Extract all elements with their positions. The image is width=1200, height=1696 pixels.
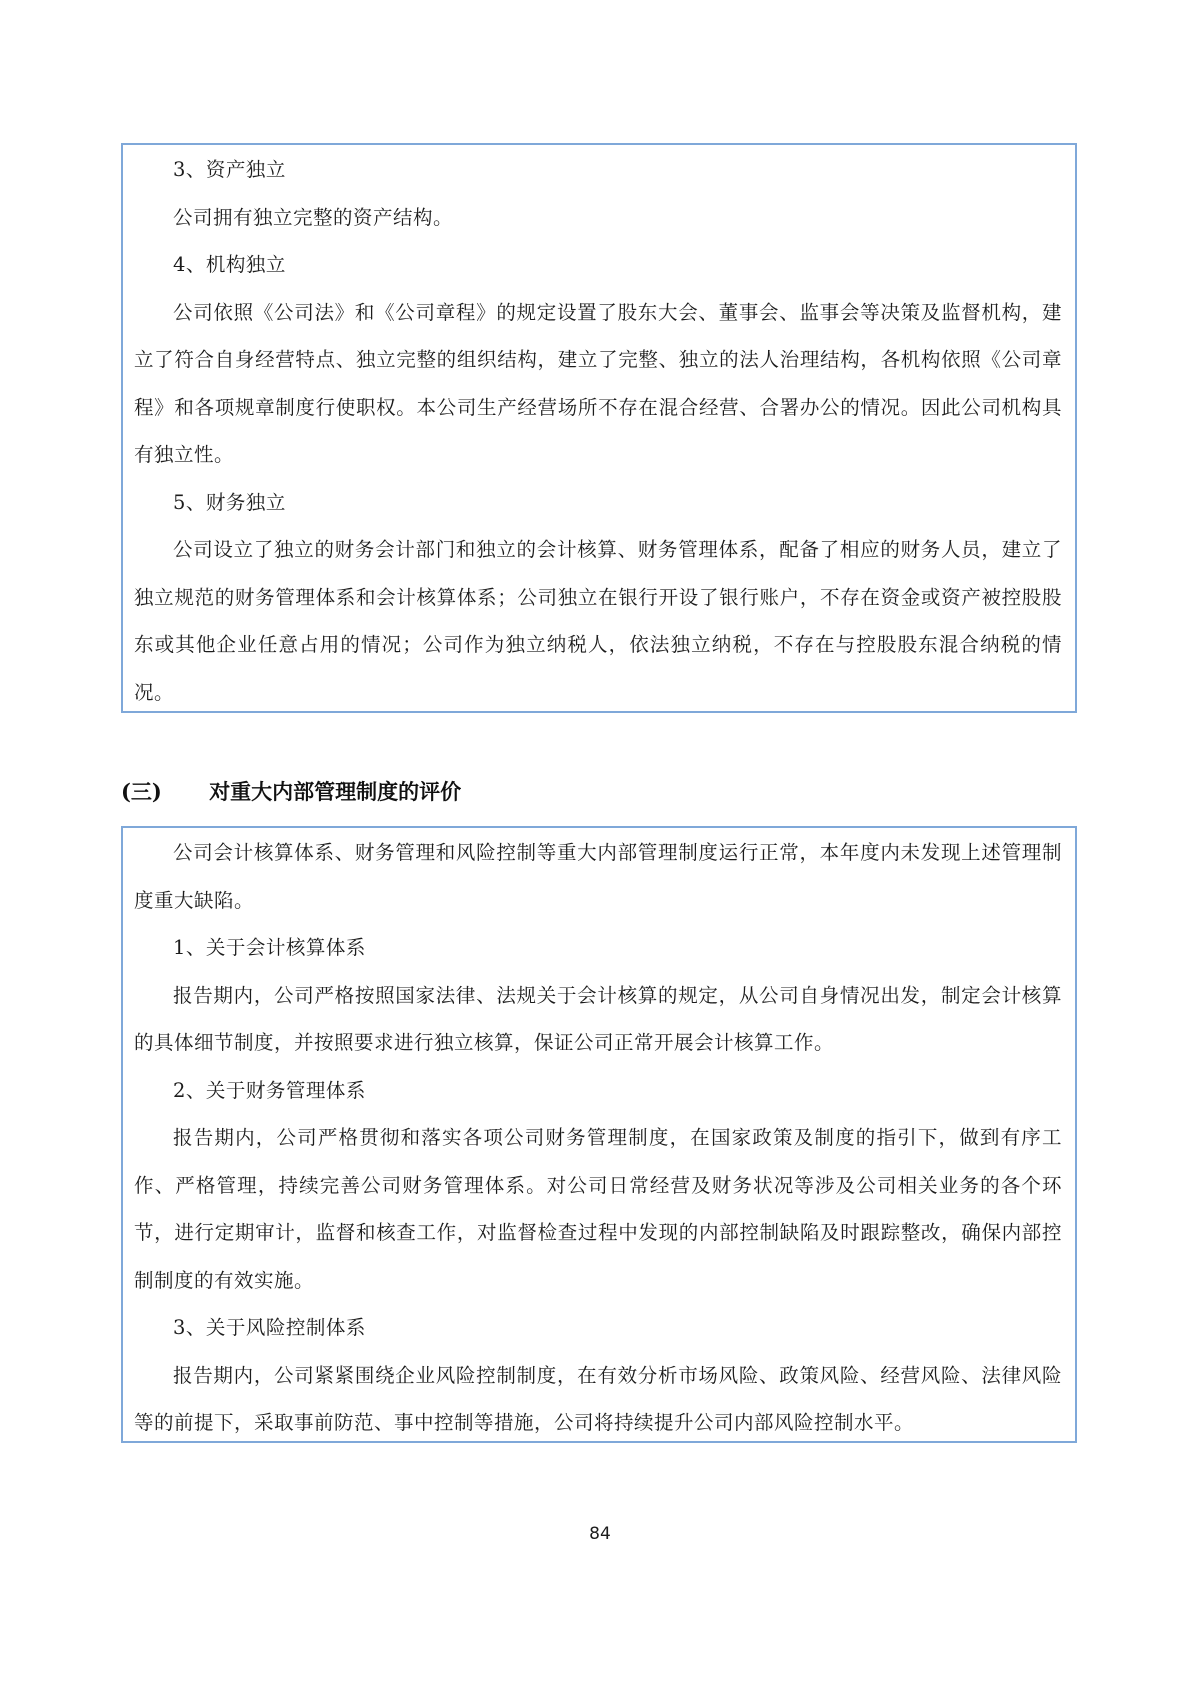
page-number: 84 <box>589 1524 611 1544</box>
section-heading <box>121 776 1077 806</box>
paragraph: 5、财务独立 <box>173 490 286 514</box>
paragraph: 3、关于风险控制体系 <box>173 1316 366 1339</box>
independence-section-box <box>121 143 1077 713</box>
paragraph: 2、关于财务管理体系 <box>173 1078 366 1102</box>
paragraph: 报告期内，公司严格贯彻和落实各项公司财务管理制度，在国家政策及制度的指引下，做到有序工作、严格管理，持续完善公司财务管理体系。对公司日常经营及财务状况等涉及公司相关业务的各个环节，进行定期审计，监督和核查工作，对监督检查过程中发现的内部控制缺陷及时跟踪整改，确保内部控制制度的有效实施。 <box>134 1126 1062 1292</box>
paragraph: 报告期内，公司紧紧围绕企业风险控制制度，在有效分析市场风险、政策风险、经营风险、法律风险等的前提下，采取事前防范、事中控制等措施，公司将持续提升公司内部风险控制水平。 <box>134 1363 1062 1434</box>
paragraph: 4、机构独立 <box>173 253 286 276</box>
evaluation-section-box <box>121 826 1077 1443</box>
paragraph: 报告期内，公司严格按照国家法律、法规关于会计核算的规定，从公司自身情况出发，制定会计核算的具体细节制度，并按照要求进行独立核算，保证公司正常开展会计核算工作。 <box>134 983 1062 1054</box>
section-heading-numbering: (三) <box>121 779 162 804</box>
paragraph: 公司设立了独立的财务会计部门和独立的会计核算、财务管理体系，配备了相应的财务人员，建立了独立规范的财务管理体系和会计核算体系；公司独立在银行开设了银行账户，不存在资金或资产被控股股东或其他企业任意占用的情况；公司作为独立纳税人，依法独立纳税，不存在与控股股东混合纳税的情况。 <box>134 538 1062 704</box>
paragraph: 公司会计核算体系、财务管理和风险控制等重大内部管理制度运行正常，本年度内未发现上述管理制度重大缺陷。 <box>134 841 1062 912</box>
paragraph: 公司拥有独立完整的资产结构。 <box>173 205 454 229</box>
section-heading-title: 对重大内部管理制度的评价 <box>209 779 462 804</box>
paragraph: 1、关于会计核算体系 <box>173 936 366 959</box>
paragraph: 3、资产独立 <box>173 158 286 181</box>
paragraph: 公司依照《公司法》和《公司章程》的规定设置了股东大会、董事会、监事会等决策及监督机构，建立了符合自身经营特点、独立完整的组织结构，建立了完整、独立的法人治理结构，各机构依照《公司章程》和各项规章制度行使职权。本公司生产经营场所不存在混合经营、合署办公的情况。因此公司机构具有独立性。 <box>134 300 1062 466</box>
